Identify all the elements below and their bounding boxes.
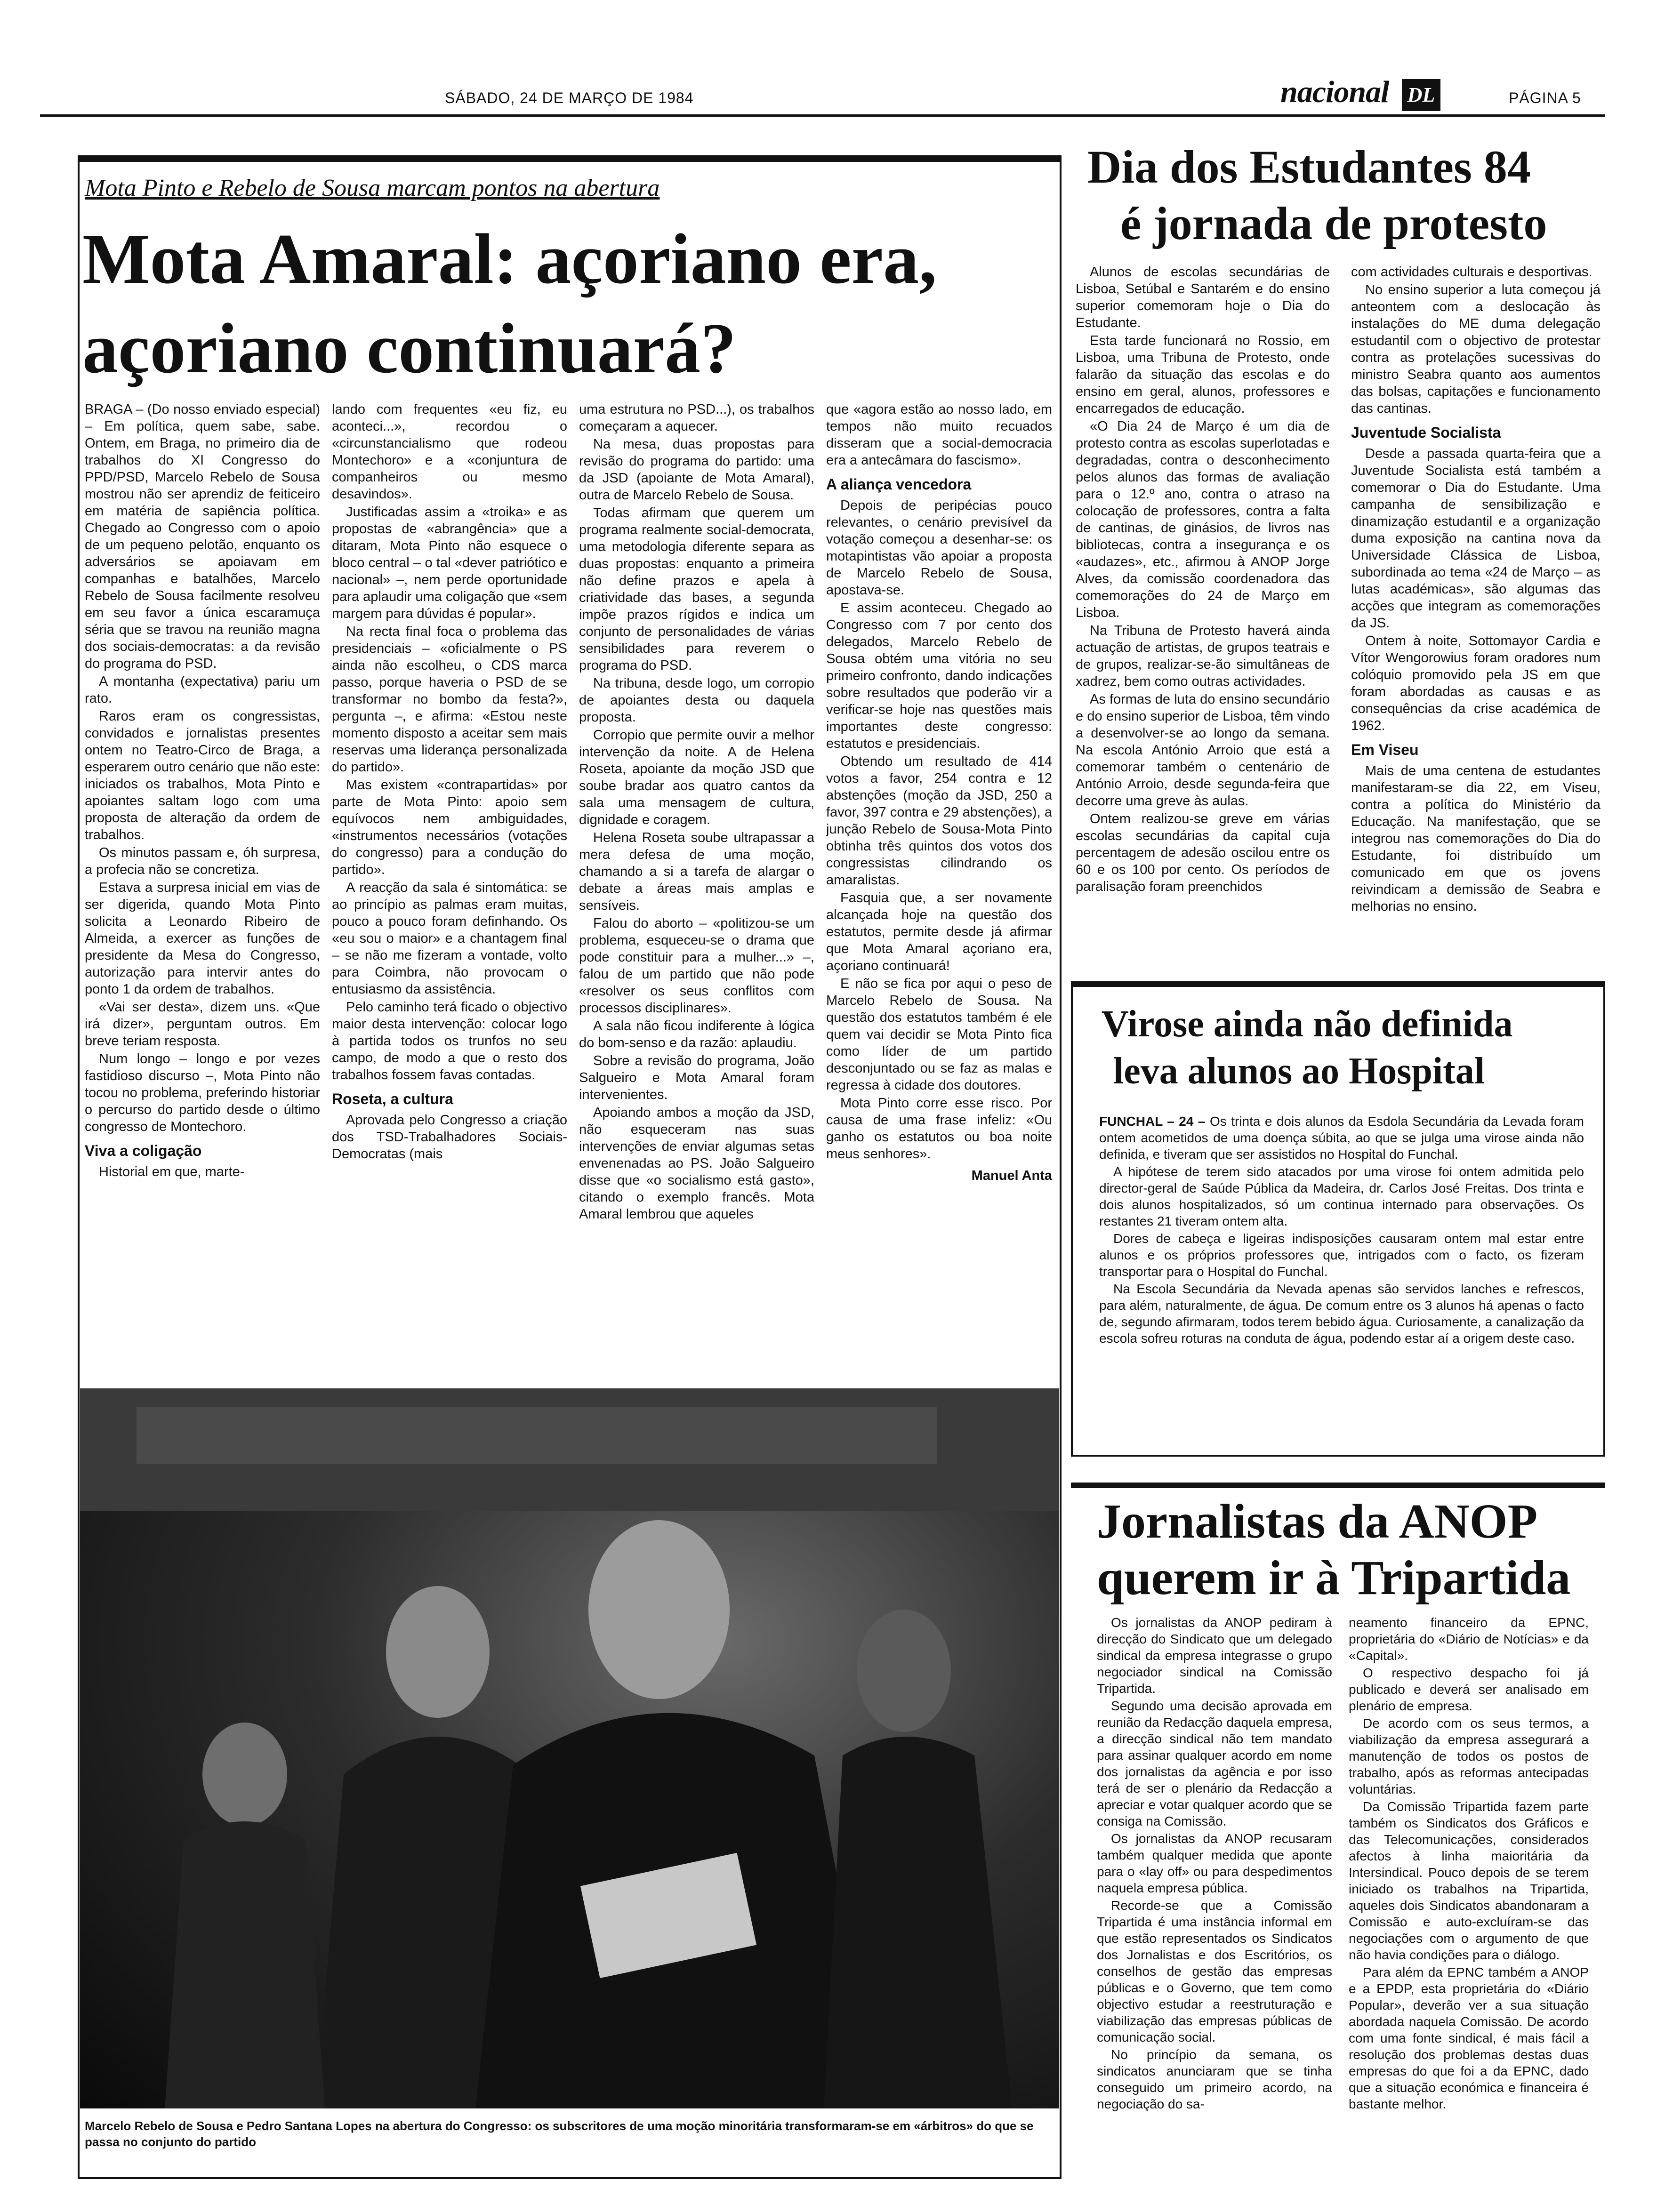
estudantes-column-2 <box>1351 264 1601 916</box>
estudantes-title-line2: é jornada de protesto <box>1120 197 1547 249</box>
anop-top-rule <box>1071 1483 1605 1488</box>
anop-column-2 <box>1349 1614 1589 2113</box>
paragraph: uma estrutura no PSD...), os trabalhos começaram a aquecer. <box>579 402 814 434</box>
paragraph: Fasquia que, a ser novamente alcançada hoje na questão dos estatutos, permite desde já afirmar que Mota Amaral açoriano era, açoriano continuará! <box>826 890 1052 973</box>
article-kicker: Mota Pinto e Rebelo de Sousa marcam pontos na abertura <box>85 175 660 201</box>
paragraph: Os jornalistas da ANOP recusaram também qualquer medida que aponte para o «lay off» ou para despedimentos naquela empresa pública. <box>1097 1831 1332 1895</box>
paragraph: Helena Roseta soube ultrapassar a mera defesa de uma moção, chamando a si a tarefa de alargar o debate a áreas mais amplas e sensíveis. <box>579 830 814 913</box>
paragraph: No ensino superior a luta começou já anteontem com a deslocação às instalações do ME duma delegação estudantil com o objectivo de protestar contra as protelações sucessivas do ministro Seabra quanto aos aumentos das bolsas, capitações e funcionamento das cantinas. <box>1351 282 1601 416</box>
paragraph: Raros eram os congressistas, convidados e jornalistas presentes ontem no Teatro-Circo de Braga, a esperarem outro cenário que não este: iniciados os trabalhos, Mota Pinto e apoiantes saltam logo com uma proposta de alteração da ordem de trabalhos. <box>85 709 320 842</box>
paragraph: Esta tarde funcionará no Rossio, em Lisboa, uma Tribuna de Protesto, onde falarão da situação das escolas e do ensino em geral, alunos, professores e encarregados de educação. <box>1076 333 1330 416</box>
paragraph: que «agora estão ao nosso lado, em tempos não muito recuados disseram que a social-democracia era a antecâmara do fascismo». <box>826 402 1052 468</box>
paragraph: Aprovada pelo Congresso a criação dos TSD-Trabalhadores Sociais-Democratas (mais <box>332 1113 567 1162</box>
paragraph: Pelo caminho terá ficado o objectivo maior desta intervenção: colocar logo à partida todos os trunfos no seu campo, de modo a que o resto dos trabalhos fossem favas contadas. <box>332 1000 567 1082</box>
photo-silhouettes <box>80 1388 1059 2108</box>
paragraph: Na recta final foca o problema das presidenciais – «oficialmente o PS ainda não escolheu, o CDS marca passo, porque haveria o PSD de se transformar no bombo da festa?», pergunta –, e afirma: «Estou neste momento disposto a aceitar sem mais reservas uma liderança personalizada do partido». <box>332 624 567 775</box>
paragraph: lando com frequentes «eu fiz, eu aconteci...», recordou o «circunstancialismo que rodeou Montechoro» e a «conjuntura de companheiros ou mesmo desavindos». <box>332 402 567 502</box>
main-right-rule <box>1060 155 1062 2179</box>
paragraph: Na tribuna, desde logo, um corropio de apoiantes desta ou daquela proposta. <box>579 676 814 725</box>
article-title-line1: Mota Amaral: açoriano era, <box>82 219 937 298</box>
paragraph: Estava a surpresa inicial em vias de ser digerida, quando Mota Pinto solicita a Leonardo Ribeiro de Almeida, a exercer as funções de presidente da Mesa do Congresso, autorização para intervir antes do ponto 1 da ordem de trabalhos. <box>85 880 320 997</box>
paragraph <box>1099 1113 1584 1162</box>
anop-title-line1: Jornalistas da ANOP <box>1097 1494 1538 1548</box>
congress-photo <box>80 1388 1059 2108</box>
virose-top-rule <box>1071 981 1605 987</box>
paragraph: No princípio da semana, os sindicatos anunciaram que se tinha conseguido um primeiro acordo, na negociação do sa- <box>1097 2047 1332 2111</box>
estudantes-title-line1: Dia dos Estudantes 84 <box>1087 141 1531 193</box>
paragraph: Recorde-se que a Comissão Tripartida é uma instância informal em que estão representados os Sindicatos dos Jornalistas e dos Escritórios, os conselhos de gestão das empresas públicas e o Governo, que tem como objectivo estudar a reestruturação e viabilização das empresas públicas de comunicação social. <box>1097 1898 1332 2044</box>
paragraph: Apoiando ambos a moção da JSD, não esqueceram nas suas intervenções de enviar algumas setas envenenadas ao PS. João Salgueiro disse que «o socialismo está gasto», citando o exemplo francês. Mota Amaral lembrou que aqueles <box>579 1105 814 1222</box>
paragraph: Justificadas assim a «troika» e as propostas de «abrangência» que a ditaram, Mota Pinto não esquece o bloco central – o tal «dever patriótico e nacional» –, nem perde oportunidade para aplaudir uma coligação que «sem margem para dúvidas é popular». <box>332 505 567 621</box>
subheading: Viva a coligação <box>85 1142 202 1159</box>
main-top-rule <box>78 155 1062 162</box>
paragraph: Mais de uma centena de estudantes manifestaram-se dia 22, em Viseu, contra a política do Ministério da Educação. Na manifestação, que se integrou nas comemorações do Dia do Estudante, foi distribuído um comunicado em que os jovens reivindicam a demissão de Seabra e melhorias no ensino. <box>1351 763 1601 914</box>
paragraph: «O Dia 24 de Março é um dia de protesto contra as escolas superlotadas e degradadas, contra o desconhecimento pelos alunos das formas de avaliação para o 12.º ano, contra o atraso na colocação de professores, contra a falta de cantinas, de ginásios, de livros nas bibliotecas, contra a insegurança e os «audazes», etc., afirmou à ANOP Jorge Alves, da comissão coordenadora das comemorações do 24 de Março em Lisboa. <box>1076 419 1330 620</box>
page-number: PÁGINA 5 <box>1509 89 1581 106</box>
paragraph: Os minutos passam e, óh surpresa, a profecia não se concretiza. <box>85 845 320 877</box>
main-column-2 <box>332 401 567 1163</box>
paragraph: A reacção da sala é sintomática: se ao princípio as palmas eram muitas, pouco a pouco foram definhando. Os «eu sou o maior» e a chantagem final – se não me fizeram a vontade, volto para Coimbra, não provocam o entusiasmo da assistência. <box>332 880 567 997</box>
paragraph: Sobre a revisão do programa, João Salgueiro e Mota Amaral foram intervenientes. <box>579 1053 814 1102</box>
paragraph: Num longo – longo e por vezes fastidioso discurso –, Mota Pinto não tocou no problema, preferindo historiar o percurso do partido desde o último congresso de Montechoro. <box>85 1051 320 1134</box>
paragraph: com actividades culturais e desportivas. <box>1351 264 1593 280</box>
anop-column-1 <box>1097 1614 1332 2113</box>
main-column-1 <box>85 401 320 1181</box>
article-title-line2: açoriano continuará? <box>82 309 737 388</box>
paragraph: Alunos de escolas secundárias de Lisboa, Setúbal e Santarém e do ensino superior comemoram hoje o Dia do Estudante. <box>1076 264 1330 330</box>
paragraph: Na Escola Secundária da Nevada apenas são servidos lanches e refrescos, para além, naturalmente, de água. De comum entre os 3 alunos há apenas o facto de, segundo afirmaram, todos terem bebido água. Curiosamente, a canalização da escola sofreu roturas na conduta de água, podendo estar aí a origem deste caso. <box>1099 1282 1584 1346</box>
paragraph: As formas de luta do ensino secundário e do ensino superior de Lisboa, têm vindo a desenvolver-se ao longo da semana. Na escola António Arroio que está a comemorar também o centenário de António Arroio, desde segunda-feira que decorre uma greve às aulas. <box>1076 692 1330 809</box>
paragraph: Ontem realizou-se greve em várias escolas secundárias da capital cuja percentagem de adesão oscilou entre os 60 e os 100 por cento. Os períodos de paralisação foram preenchidos <box>1076 811 1330 894</box>
page-date: SÁBADO, 24 DE MARÇO DE 1984 <box>445 89 694 106</box>
paragraph: Mota Pinto corre esse risco. Por causa de uma frase infeliz: «Ou ganho os estatutos ou boa noite meus senhores». <box>826 1096 1052 1162</box>
main-left-rule <box>78 155 80 2179</box>
paragraph: Na Tribuna de Protesto haverá ainda actuação de artistas, de grupos teatrais e de grupos, realizar-se-ão simultâneas de xadrez, bem como outras actividades. <box>1076 623 1330 689</box>
virose-right-rule <box>1603 981 1605 1457</box>
paragraph: BRAGA – (Do nosso enviado especial) – Em política, quem sabe, sabe. Ontem, em Braga, no primeiro dia de trabalhos do XI Congresso do PPD/PSD, Marcelo Rebelo de Sousa mostrou não ser aprendiz de feiticeiro em matéria de sapiência política. Chegado ao Congresso com o apoio de um pequeno pelotão, enquanto os adversários se apoiavam em companhas e batalhões, Marcelo Rebelo de Sousa facilmente resolveu em seu favor a única escaramuça séria que se travou na reunião magna dos sociais-democratas: a da revisão do programa do PSD. <box>85 402 320 671</box>
paragraph: «Vai ser desta», dizem uns. «Que irá dizer», perguntam outros. Em breve teriam resposta. <box>85 1000 320 1049</box>
paragraph: Obtendo um resultado de 414 votos a favor, 254 contra e 12 abstenções (moção da JSD, 250 a favor, 397 contra e 29 abstenções), a junção Rebelo de Sousa-Mota Pinto obtinha três quintos dos votos dos congressistas cilindrando os amaralistas. <box>826 754 1052 888</box>
paragraph: E não se fica por aqui o peso de Marcelo Rebelo de Sousa. Na questão dos estatutos também é ele quem vai decidir se Mota Pinto fica como líder de um partido desconjuntado ou se faz as malas e regressa à cidade dos doutores. <box>826 976 1052 1093</box>
newspaper-logo <box>1402 79 1440 111</box>
paragraph: O respectivo despacho foi já publicado e deverá ser analisado em plenário de empresa. <box>1349 1666 1589 1713</box>
paragraph: Ontem à noite, Sottomayor Cardia e Vítor Wengorowius foram oradores num colóquio promovido pela JS em que foram abordadas as causas e as consequências da crise académica de 1962. <box>1351 633 1601 733</box>
paragraph: Desde a passada quarta-feira que a Juventude Socialista está também a comemorar o Dia do Estudante. Uma campanha de sensibilização e dinamização estudantil e a organização duma exposição na cantina nova da Universidade Clássica de Lisboa, subordinada ao tema «24 de Março – as lutas académicas», são algumas das acções que integram as comemorações da JS. <box>1351 446 1601 631</box>
paragraph: Dores de cabeça e ligeiras indisposições causaram ontem mal estar entre alunos e os próprios professores que, intrigados com o facto, os fizeram transportar para o Hospital do Funchal. <box>1099 1231 1584 1279</box>
paragraph: neamento financeiro da EPNC, proprietária do «Diário de Notícias» e da «Capital». <box>1349 1615 1589 1663</box>
main-column-4 <box>826 401 1052 1184</box>
estudantes-column-1 <box>1076 264 1330 896</box>
paragraph: Falou do aborto – «politizou-se um problema, esqueceu-se o drama que pode constituir para a mulher...» –, falou de um partido que não pode «resolver os seus conflitos com processos disciplinares». <box>579 916 814 1016</box>
virose-body <box>1099 1113 1584 1347</box>
paragraph: A hipótese de terem sido atacados por uma virose foi ontem admitida pelo director-geral de Saúde Pública da Madeira, dr. Carlos José Freitas. Dos trinta e dois alunos hospitalizados, só um continua internado para observações. Os restantes 21 tiveram ontem alta. <box>1099 1164 1584 1228</box>
paragraph: Da Comissão Tripartida fazem parte também os Sindicatos dos Gráficos e das Telecomunicações, considerados afectos à linha maioritária da Intersindical. Pouco depois de se terem iniciado os trabalhos na Tripartida, aqueles dois Sindicatos abandonaram a Comissão e auto-excluíram-se das negociações com o argumento de que não havia condições para o diálogo. <box>1349 1799 1589 1962</box>
paragraph: A montanha (expectativa) pariu um rato. <box>85 674 320 706</box>
paragraph: Para além da EPNC também a ANOP e a EPDP, esta proprietária do «Diário Popular», deverão ver a sua situação abordada naquela Comissão. De acordo com uma fonte sindical, é mais fácil a resolução dos problemas destas duas empresas do que foi a da EPNC, dado que a situação económica e financeira é bastante melhor. <box>1349 1965 1589 2111</box>
main-column-3 <box>579 401 814 1224</box>
paragraph: Corropio que permite ouvir a melhor intervenção da noite. A de Helena Roseta, apoiante da moção JSD que soube bradar aos quatro cantos da sala uma mensagem de cultura, dignidade e coragem. <box>579 728 814 827</box>
photo-caption: Marcelo Rebelo de Sousa e Pedro Santana Lopes na abertura do Congresso: os subscritores de uma moção minoritária transformaram-se em «árbitros» do que se passa no conjunto do partido <box>85 2119 1034 2149</box>
subheading: Roseta, a cultura <box>332 1090 453 1107</box>
header-rule <box>40 114 1605 117</box>
paragraph: E assim aconteceu. Chegado ao Congresso com 7 por cento dos delegados, Marcelo Rebelo de Sousa obtém uma vitória no seu primeiro confronto, dando indicações sobre resultados que poderão vir a verificar-se hoje nas questões mais importantes deste congresso: estatutos e presidenciais. <box>826 601 1052 751</box>
logo-letters: DL <box>1407 83 1435 106</box>
paragraph: Depois de peripécias pouco relevantes, o cenário previsível da votação começou a desenhar-se: os motapintistas vão apoiar a proposta de Marcelo Rebelo de Sousa, apostava-se. <box>826 498 1052 598</box>
virose-left-rule <box>1071 981 1073 1457</box>
paragraph: Mas existem «contrapartidas» por parte de Mota Pinto: apoio sem equívocos nem ambiguidades, «instrumentos necessários (votações do congresso) para a condução do partido». <box>332 777 567 877</box>
virose-title-line1: Virose ainda não definida <box>1102 1003 1513 1045</box>
section-name: nacional <box>1280 75 1389 109</box>
paragraph: A sala não ficou indiferente à lógica do bom-senso e da razão: aplaudiu. <box>579 1018 814 1050</box>
paragraph: Os jornalistas da ANOP pediram à direcção do Sindicato que um delegado sindical da empresa integrasse o grupo negociador sindical na Comissão Tripartida. <box>1097 1615 1332 1696</box>
paragraph: Na mesa, duas propostas para revisão do programa do partido: uma da JSD (apoiante de Mota Amaral), outra de Marcelo Rebelo de Sousa. <box>579 437 814 503</box>
anop-title-line2: querem ir à Tripartida <box>1097 1551 1571 1605</box>
subheading: A aliança vencedora <box>826 476 972 493</box>
paragraph: Todas afirmam que querem um programa realmente social-democrata, uma metodologia diferente separa as duas propostas: enquanto a primeira não define prazos e apela à criatividade das bases, a segunda impõe prazos rígidos e indica um conjunto de personalidades de várias sensibilidades para reverem o programa do PSD. <box>579 505 814 673</box>
byline: Manuel Anta <box>971 1168 1052 1183</box>
subheading: Juventude Socialista <box>1351 424 1501 441</box>
virose-title-line2: leva alunos ao Hospital <box>1113 1050 1485 1092</box>
paragraph: De acordo com os seus termos, a viabilização da empresa assegurará a manutenção de todos os postos de trabalho, após as reformas antecipadas voluntárias. <box>1349 1716 1589 1796</box>
main-bottom-rule <box>78 2177 1062 2179</box>
paragraph: Segundo uma decisão aprovada em reunião da Redacção daquela empresa, a direcção sindical não tem mandato para assinar qualquer acordo em nome dos jornalistas da agência e por isso terá de ser o plenário da Redacção a apreciar e votar qualquer acordo que se consiga na Comissão. <box>1097 1699 1332 1828</box>
dateline: FUNCHAL – 24 – <box>1099 1114 1206 1129</box>
paragraph: Historial em que, marte- <box>99 1164 245 1179</box>
paragraph-text: Os trinta e dois alunos da Esdola Secundária da Levada foram ontem acometidos de uma doença súbita, ao que se julga uma virose ainda não definida, e tiveram que ser assistidos no Hospital do Funchal. <box>1099 1114 1585 1162</box>
subheading: Em Viseu <box>1351 741 1419 758</box>
virose-bottom-rule <box>1071 1455 1605 1457</box>
